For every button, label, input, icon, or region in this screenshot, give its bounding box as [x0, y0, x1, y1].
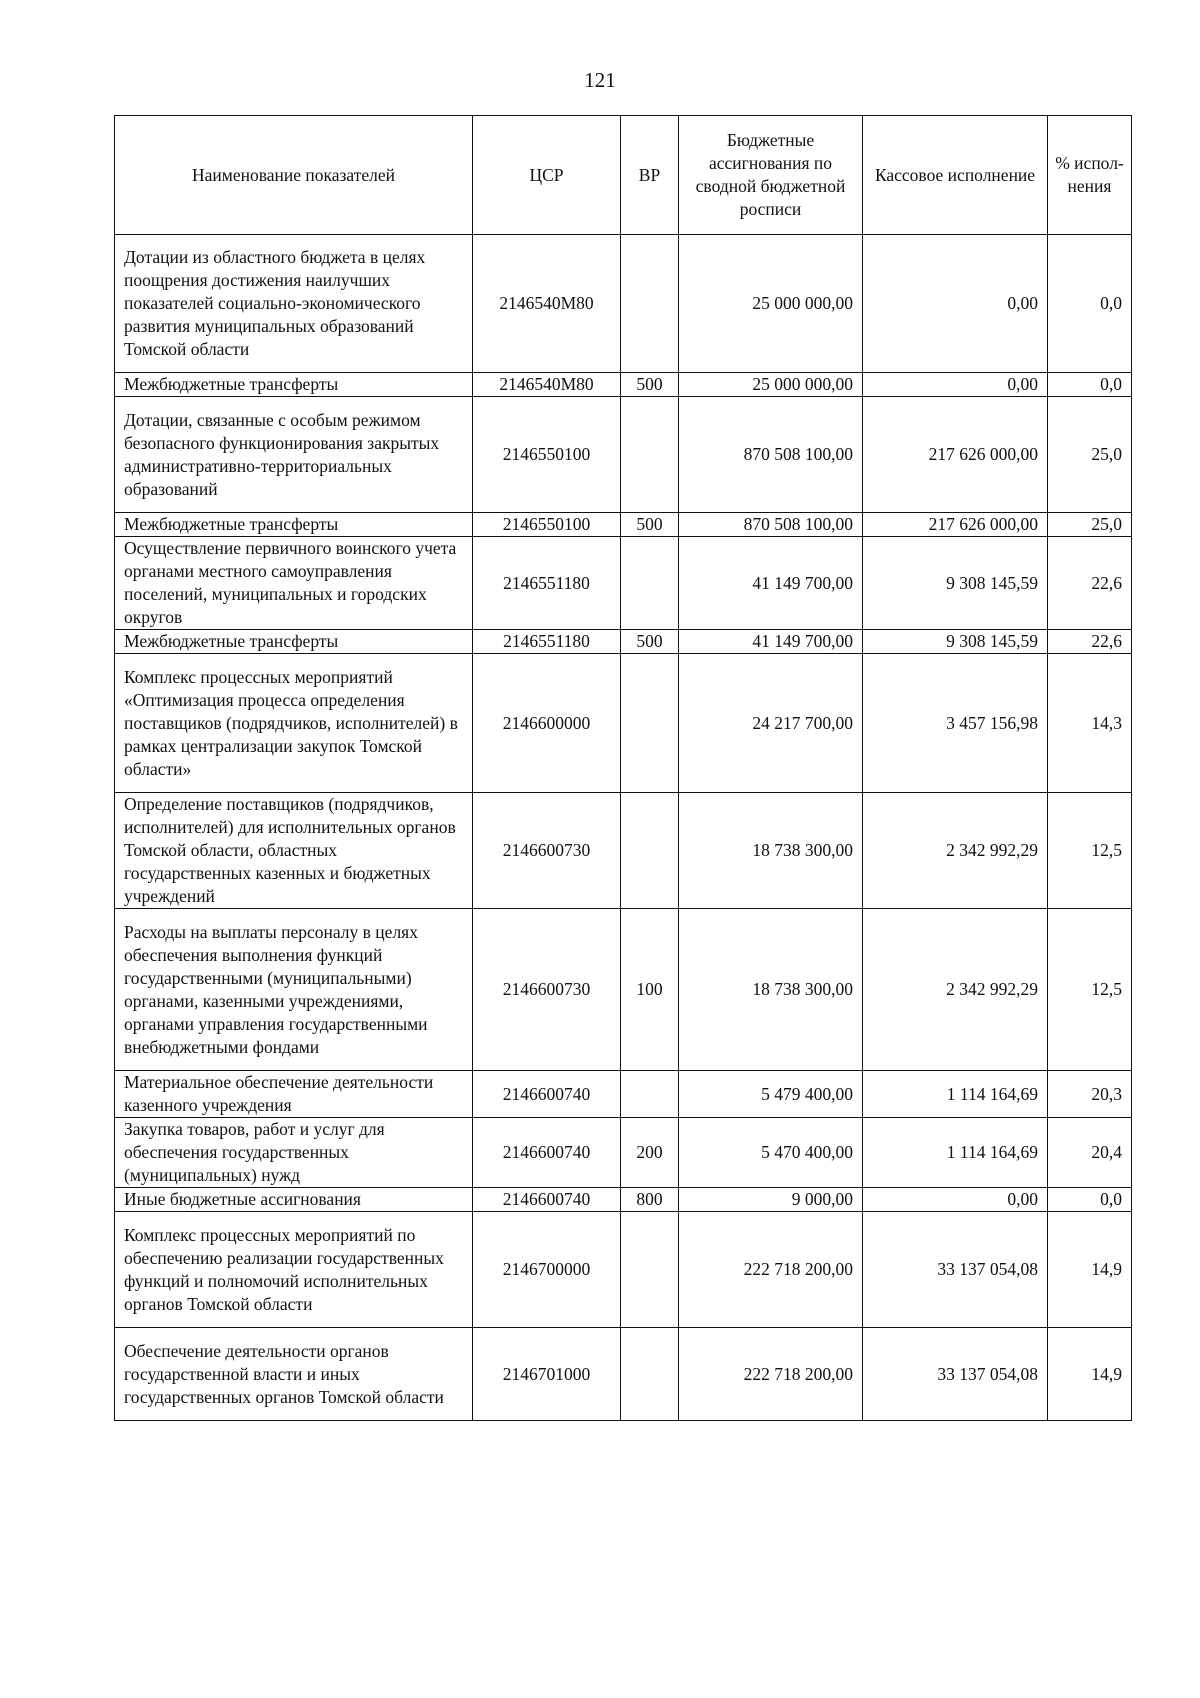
row-vr [621, 1212, 679, 1328]
row-csr: 2146550100 [473, 513, 621, 537]
row-csr: 2146600740 [473, 1118, 621, 1188]
row-assignments: 5 479 400,00 [679, 1071, 863, 1118]
header-name: Наименование показателей [115, 116, 473, 235]
row-cash-execution: 217 626 000,00 [863, 513, 1048, 537]
row-cash-execution: 217 626 000,00 [863, 397, 1048, 513]
row-assignments: 24 217 700,00 [679, 654, 863, 793]
row-csr: 2146600730 [473, 793, 621, 909]
row-vr [621, 793, 679, 909]
row-name: Дотации, связанные с особым режимом безопасного функционирования закрытых административно-территориальных образований [115, 397, 473, 513]
row-cash-execution: 0,00 [863, 373, 1048, 397]
row-assignments: 9 000,00 [679, 1188, 863, 1212]
table-row [115, 513, 1132, 537]
table-row [115, 235, 1132, 373]
row-assignments: 18 738 300,00 [679, 909, 863, 1071]
row-csr: 2146600740 [473, 1071, 621, 1118]
header-assignments: Бюджетные ассигнования по сводной бюджетной росписи [679, 116, 863, 235]
table-row [115, 1328, 1132, 1421]
row-assignments: 25 000 000,00 [679, 235, 863, 373]
row-csr: 2146551180 [473, 537, 621, 630]
row-percent: 25,0 [1048, 513, 1132, 537]
row-percent: 22,6 [1048, 630, 1132, 654]
row-csr: 2146540М80 [473, 373, 621, 397]
row-assignments: 41 149 700,00 [679, 537, 863, 630]
header-cash-execution: Кассовое исполнение [863, 116, 1048, 235]
row-vr [621, 537, 679, 630]
row-name: Закупка товаров, работ и услуг для обеспечения государственных (муниципальных) нужд [115, 1118, 473, 1188]
row-name: Расходы на выплаты персоналу в целях обеспечения выполнения функций государственными (муниципальными) органами, казенными учреждениями, органами управления государственными внебюджетными фондами [115, 909, 473, 1071]
row-name: Межбюджетные трансферты [115, 513, 473, 537]
row-assignments: 41 149 700,00 [679, 630, 863, 654]
page-number: 121 [584, 68, 616, 92]
row-name: Иные бюджетные ассигнования [115, 1188, 473, 1212]
row-name: Комплекс процессных мероприятий «Оптимизация процесса определения поставщиков (подрядчиков, исполнителей) в рамках централизации закупок Томской области» [115, 654, 473, 793]
row-csr: 2146540М80 [473, 235, 621, 373]
row-cash-execution: 9 308 145,59 [863, 537, 1048, 630]
table-header-row [115, 116, 1132, 235]
row-vr: 500 [621, 373, 679, 397]
row-cash-execution: 2 342 992,29 [863, 909, 1048, 1071]
row-name: Определение поставщиков (подрядчиков, исполнителей) для исполнительных органов Томской области, областных государственных казенных и бюджетных учреждений [115, 793, 473, 909]
row-csr: 2146550100 [473, 397, 621, 513]
table-row [115, 397, 1132, 513]
table-row [115, 1188, 1132, 1212]
row-vr [621, 1328, 679, 1421]
row-cash-execution: 3 457 156,98 [863, 654, 1048, 793]
row-cash-execution: 2 342 992,29 [863, 793, 1048, 909]
row-percent: 20,4 [1048, 1118, 1132, 1188]
row-percent: 12,5 [1048, 909, 1132, 1071]
table-row [115, 1118, 1132, 1188]
row-assignments: 870 508 100,00 [679, 513, 863, 537]
row-assignments: 25 000 000,00 [679, 373, 863, 397]
header-vr: ВР [621, 116, 679, 235]
row-percent: 20,3 [1048, 1071, 1132, 1118]
row-percent: 14,9 [1048, 1212, 1132, 1328]
row-name: Межбюджетные трансферты [115, 373, 473, 397]
row-percent: 12,5 [1048, 793, 1132, 909]
row-assignments: 222 718 200,00 [679, 1212, 863, 1328]
row-assignments: 18 738 300,00 [679, 793, 863, 909]
row-csr: 2146600730 [473, 909, 621, 1071]
table-row [115, 909, 1132, 1071]
row-name: Дотации из областного бюджета в целях поощрения достижения наилучших показателей социально-экономического развития муниципальных образований Томской области [115, 235, 473, 373]
table-row [115, 537, 1132, 630]
table-row [115, 654, 1132, 793]
table-row [115, 793, 1132, 909]
row-vr: 100 [621, 909, 679, 1071]
row-csr: 2146600000 [473, 654, 621, 793]
row-vr [621, 397, 679, 513]
header-csr: ЦСР [473, 116, 621, 235]
budget-table [114, 115, 1132, 1421]
row-percent: 25,0 [1048, 397, 1132, 513]
row-name: Обеспечение деятельности органов государственной власти и иных государственных органов Томской области [115, 1328, 473, 1421]
row-vr: 200 [621, 1118, 679, 1188]
table-row [115, 373, 1132, 397]
row-name: Осуществление первичного воинского учета органами местного самоуправления поселений, муниципальных и городских округов [115, 537, 473, 630]
row-csr: 2146700000 [473, 1212, 621, 1328]
row-cash-execution: 33 137 054,08 [863, 1328, 1048, 1421]
row-cash-execution: 33 137 054,08 [863, 1212, 1048, 1328]
row-cash-execution: 1 114 164,69 [863, 1118, 1048, 1188]
table-row [115, 1071, 1132, 1118]
row-assignments: 870 508 100,00 [679, 397, 863, 513]
row-cash-execution: 1 114 164,69 [863, 1071, 1048, 1118]
row-cash-execution: 9 308 145,59 [863, 630, 1048, 654]
row-csr: 2146600740 [473, 1188, 621, 1212]
table-row [115, 1212, 1132, 1328]
row-cash-execution: 0,00 [863, 235, 1048, 373]
row-vr [621, 1071, 679, 1118]
row-cash-execution: 0,00 [863, 1188, 1048, 1212]
row-percent: 0,0 [1048, 235, 1132, 373]
row-percent: 14,3 [1048, 654, 1132, 793]
row-assignments: 222 718 200,00 [679, 1328, 863, 1421]
header-percent: % испол-нения [1048, 116, 1132, 235]
row-csr: 2146701000 [473, 1328, 621, 1421]
row-percent: 14,9 [1048, 1328, 1132, 1421]
row-percent: 0,0 [1048, 373, 1132, 397]
row-name: Материальное обеспечение деятельности казенного учреждения [115, 1071, 473, 1118]
row-vr: 500 [621, 630, 679, 654]
table-row [115, 630, 1132, 654]
row-name: Межбюджетные трансферты [115, 630, 473, 654]
row-name: Комплекс процессных мероприятий по обеспечению реализации государственных функций и полномочий исполнительных органов Томской области [115, 1212, 473, 1328]
row-vr: 800 [621, 1188, 679, 1212]
row-percent: 0,0 [1048, 1188, 1132, 1212]
row-percent: 22,6 [1048, 537, 1132, 630]
row-vr: 500 [621, 513, 679, 537]
row-vr [621, 235, 679, 373]
row-vr [621, 654, 679, 793]
row-csr: 2146551180 [473, 630, 621, 654]
row-assignments: 5 470 400,00 [679, 1118, 863, 1188]
